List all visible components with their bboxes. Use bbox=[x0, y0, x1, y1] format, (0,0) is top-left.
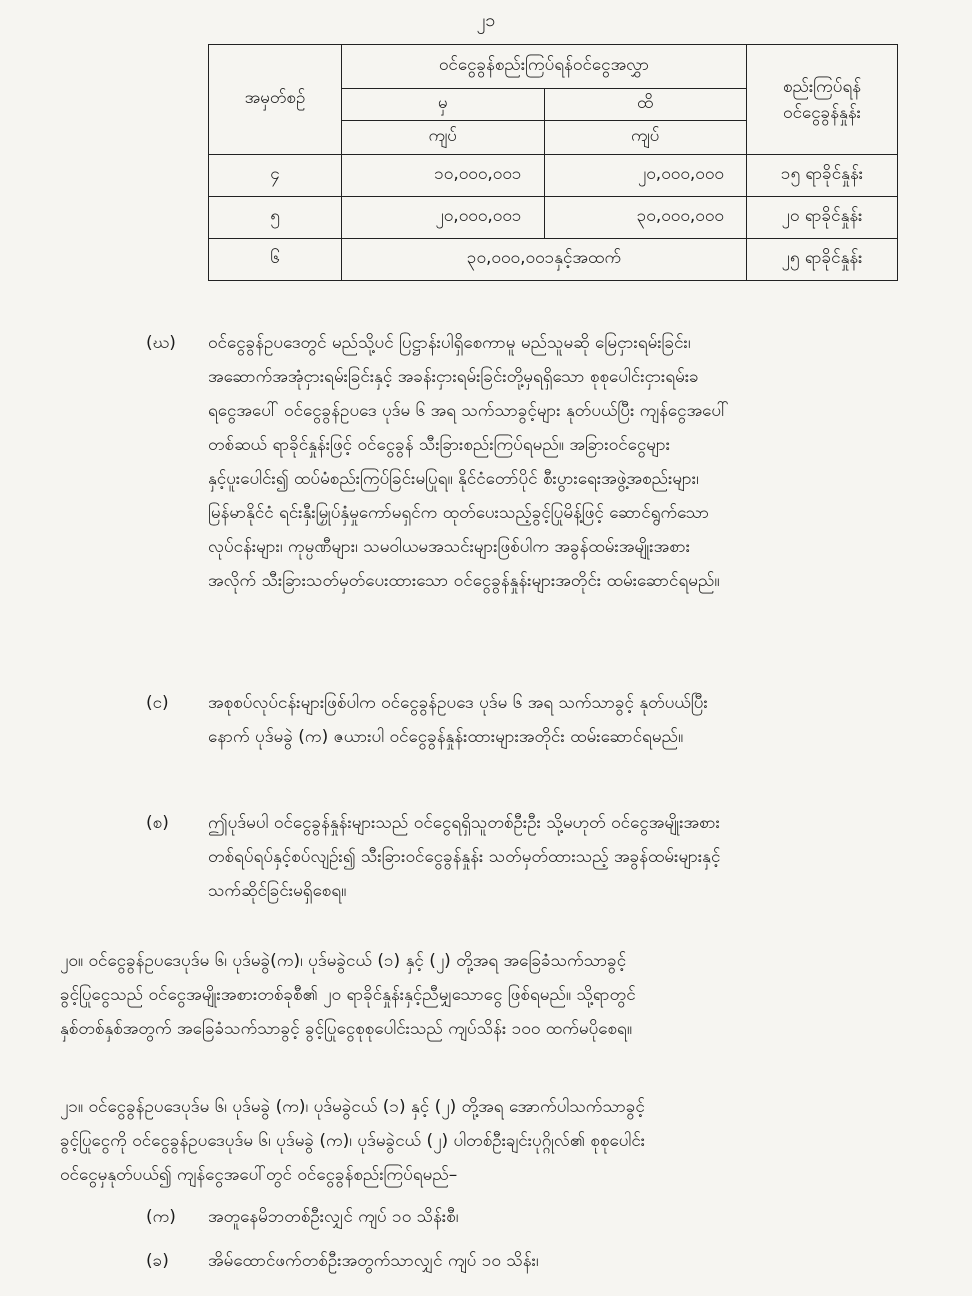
clause-gha-text bbox=[208, 326, 898, 598]
header-serial: အမှတ်စဉ် bbox=[209, 45, 342, 155]
clause-nga-marker: (င) bbox=[146, 693, 169, 713]
text-line: တစ်ဆယ် ရာခိုင်နှုန်းဖြင့် ဝင်ငွေခွန် သီးခြားစည်းကြပ်ရမည်။ အခြားဝင်ငွေများ bbox=[208, 435, 671, 455]
text-line: ရငွေအပေါ် ဝင်ငွေခွန်ဥပဒေ ပုဒ်မ ၆ အရ သက်သာခွင့်များ နုတ်ပယ်ပြီး ကျန်ငွေအပေါ် bbox=[208, 401, 729, 421]
header-to: ထိ bbox=[544, 89, 747, 121]
text-line: ခွင့်ပြုငွေကို ဝင်ငွေခွန်ဥပဒေပုဒ်မ ၆၊ ပုဒ်မခွဲ (က)၊ ပုဒ်မခွဲငယ် (၂) ပါတစ်ဦးချင်းပုဂ္ဂိုလ်၏ စုစုပေါင်း bbox=[60, 1131, 646, 1151]
text-line: အဆောက်အအုံငှားရမ်းခြင်းနှင့် အခန်းငှားရမ်းခြင်းတို့မှရရှိသော စုစုပေါင်းငှားရမ်းခ bbox=[208, 367, 699, 387]
row-rate: ၁၅ ရာခိုင်နှုန်း bbox=[747, 155, 898, 197]
clause-sa-marker: (စ) bbox=[146, 813, 169, 833]
header-tax-rate-line1: စည်းကြပ်ရန် bbox=[782, 76, 862, 97]
row-range: ၃၀,၀၀၀,၀၀၁နှင့်အထက် bbox=[342, 239, 747, 281]
row-serial: ၆ bbox=[209, 239, 342, 281]
text-line: ဤပုဒ်မပါ ဝင်ငွေခွန်နှုန်းများသည် ဝင်ငွေရရှိသူတစ်ဦးဦး သို့မဟုတ် ဝင်ငွေအမျိုးအစား bbox=[208, 813, 720, 833]
text-line: တစ်ရပ်ရပ်နှင့်စပ်လျဉ်း၍ သီးခြားဝင်ငွေခွန်နှုန်း သတ်မှတ်ထားသည့် အခွန်ထမ်းများနှင့် bbox=[208, 847, 721, 867]
header-to-unit: ကျပ် bbox=[544, 121, 747, 155]
text-line: အတူနေမိဘတစ်ဦးလျှင် ကျပ် ၁၀ သိန်းစီ၊ bbox=[208, 1207, 459, 1227]
income-tax-rate-table bbox=[208, 44, 898, 281]
item-kha-text bbox=[208, 1244, 898, 1278]
row-from: ၁၀,၀၀၀,၀၀၁ bbox=[342, 155, 545, 197]
row-rate: ၂၅ ရာခိုင်နှုန်း bbox=[747, 239, 898, 281]
text-line: လုပ်ငန်းများ၊ ကုမ္ပဏီများ၊ သမဝါယမအသင်းများဖြစ်ပါက အခွန်ထမ်းအမျိုးအစား bbox=[208, 537, 691, 557]
text-line: နှစ်တစ်နှစ်အတွက် အခြေခံသက်သာခွင့် ခွင့်ပြုငွေစုစုပေါင်းသည် ကျပ်သိန်း ၁၀၀ ထက်မပိုစေရ။ bbox=[60, 1019, 632, 1039]
header-from: မှ bbox=[342, 89, 545, 121]
header-tax-rate-line2: ဝင်ငွေခွန်နှုန်း bbox=[783, 102, 861, 123]
text-line: ၂၁။ ဝင်ငွေခွန်ဥပဒေပုဒ်မ ၆၊ ပုဒ်မခွဲ (က)၊ ပုဒ်မခွဲငယ် (၁) နှင့် (၂) တို့အရ အောက်ပါသက်သာခွင့် bbox=[60, 1097, 645, 1117]
row-rate: ၂၀ ရာခိုင်နှုန်း bbox=[747, 197, 898, 239]
row-to: ၃၀,၀၀၀,၀၀၀ bbox=[544, 197, 747, 239]
text-line: နောက် ပုဒ်မခွဲ (က) ဇယားပါ ဝင်ငွေခွန်နှုန်းထားများအတိုင်း ထမ်းဆောင်ရမည်။ bbox=[208, 727, 684, 747]
row-from: ၂၀,၀၀၀,၀၀၁ bbox=[342, 197, 545, 239]
section-21 bbox=[60, 1090, 898, 1192]
text-line: နှင့်ပူးပေါင်း၍ ထပ်မံစည်းကြပ်ခြင်းမပြုရ။ နိုင်ငံတော်ပိုင် စီးပွားရေးအဖွဲ့အစည်းများ၊ bbox=[208, 469, 699, 489]
header-tax-rate bbox=[747, 45, 898, 155]
row-serial: ၄ bbox=[209, 155, 342, 197]
clause-gha-marker: (ဃ) bbox=[146, 333, 176, 353]
header-from-unit: ကျပ် bbox=[342, 121, 545, 155]
header-income-range: ဝင်ငွေခွန်စည်းကြပ်ရန်ဝင်ငွေအလွှာ bbox=[342, 45, 747, 89]
text-line: သက်ဆိုင်ခြင်းမရှိစေရ။ bbox=[208, 881, 347, 901]
clause-nga-text bbox=[208, 686, 898, 754]
item-ka-text bbox=[208, 1200, 898, 1234]
row-to: ၂၀,၀၀၀,၀၀၀ bbox=[544, 155, 747, 197]
text-line: အိမ်ထောင်ဖက်တစ်ဦးအတွက်သာလျှင် ကျပ် ၁၀ သိန်း၊ bbox=[208, 1251, 539, 1271]
clause-sa-text bbox=[208, 806, 898, 908]
item-kha-marker: (ခ) bbox=[146, 1251, 169, 1271]
item-ka-marker: (က) bbox=[146, 1207, 176, 1227]
text-line: မြန်မာနိုင်ငံ ရင်းနှီးမြှုပ်နှံမှုကော်မရှင်က ထုတ်ပေးသည့်ခွင့်ပြုမိန့်ဖြင့် ဆောင်ရွက်သော bbox=[208, 503, 710, 523]
text-line: အစုစပ်လုပ်ငန်းများဖြစ်ပါက ဝင်ငွေခွန်ဥပဒေ ပုဒ်မ ၆ အရ သက်သာခွင့် နုတ်ပယ်ပြီး bbox=[208, 693, 708, 713]
text-line: ၂၀။ ဝင်ငွေခွန်ဥပဒေပုဒ်မ ၆၊ ပုဒ်မခွဲ(က)၊ ပုဒ်မခွဲငယ် (၁) နှင့် (၂) တို့အရ အခြေခံသက်သာခွင့် bbox=[60, 951, 627, 971]
table-row bbox=[209, 197, 898, 239]
row-serial: ၅ bbox=[209, 197, 342, 239]
section-20 bbox=[60, 944, 898, 1046]
text-line: ခွင့်ပြုငွေသည် ဝင်ငွေအမျိုးအစားတစ်ခုစီ၏ ၂၀ ရာခိုင်နှုန်းနှင့်ညီမျှသောငွေ ဖြစ်ရမည်။ သို့ရာတွင် bbox=[60, 985, 636, 1005]
text-line: ဝင်ငွေခွန်ဥပဒေတွင် မည်သို့ပင် ပြဋ္ဌာန်းပါရှိစေကာမူ မည်သူမဆို မြေငှားရမ်းခြင်း၊ bbox=[208, 333, 691, 353]
text-line: အလိုက် သီးခြားသတ်မှတ်ပေးထားသော ဝင်ငွေခွန်နှုန်းများအတိုင်း ထမ်းဆောင်ရမည်။ bbox=[208, 571, 720, 591]
table-row bbox=[209, 155, 898, 197]
table-row bbox=[209, 239, 898, 281]
text-line: ဝင်ငွေမှနုတ်ပယ်၍ ကျန်ငွေအပေါ်တွင် ဝင်ငွေခွန်စည်းကြပ်ရမည်– bbox=[60, 1165, 458, 1185]
page-number: ၂၁ bbox=[476, 10, 496, 31]
